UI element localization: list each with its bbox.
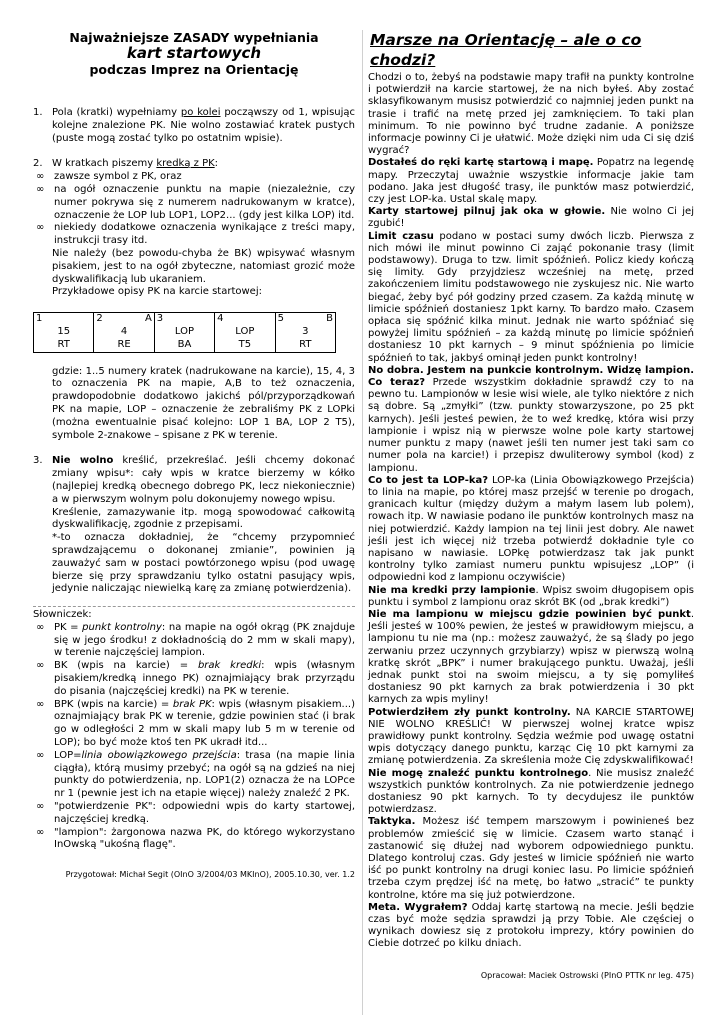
- pk-map-code: 15: [57, 325, 71, 337]
- pk-symbol: T5: [238, 338, 252, 350]
- rule-3-number: 3.: [33, 455, 43, 467]
- paragraph-wrong-point-heading: Potwierdziłem zły punkt kontrolny.: [368, 706, 571, 718]
- dictionary-entry: [33, 699, 355, 750]
- rule-2-example-label: Przykładowe opisy PK na karcie startowej:: [52, 286, 262, 298]
- dictionary-term: LOP=: [54, 749, 82, 761]
- paragraph-tactics-heading: Taktyka.: [368, 816, 416, 828]
- rule-2-bullet-text: zawsze symbol z PK, oraz: [54, 171, 182, 183]
- pk-letter: A: [144, 313, 152, 325]
- rule-3-bold: Nie wolno: [52, 455, 114, 467]
- infinity-bullet-icon: ∞: [36, 660, 45, 672]
- right-body: [368, 72, 694, 951]
- paragraph-map-heading: Dostałeś do ręki kartę startową i mapę.: [368, 157, 594, 169]
- rule-2-bullet-text: na ogół oznaczenie punktu na mapie (niezależnie, czy numer pokrywa się z numerem nadrukowanym w kratce), oznaczenie że LOP lub LOP1, LOP2... (gdy jest kilka LOP) itd.: [54, 183, 355, 221]
- rule-3: [33, 455, 355, 506]
- paragraph-checkpoint: No dobra. Jestem na punkcie kontrolnym. Widzę lampion. Co teraz? Przede wszystkim dokładnie sprawdź czy to na pewno tu. Lampionów w lesie wisi wiele, ale tylko niektóre z nich są dobre. Są „zmyłki” (tzw. punkty stowarzyszone, po 25 pkt karnych). Jeśli jesteś pewien, że to weź kredkę, która wisi przy lampionie i wpisz nią w pierwsze wolne pole karty startowej numer punktu z mapy (nawet jeśli ten numer jest taki sam co numer pola na karcie!) i przepisz dwuliterowy symbol (kod) z lampionu.: [368, 364, 694, 474]
- pk-box-number: 3: [156, 313, 164, 325]
- dictionary-entry: [33, 660, 355, 698]
- rule-2: [33, 158, 355, 171]
- dictionary-term: PK =: [54, 621, 83, 633]
- paragraph-wrong-point: Potwierdziłem zły punkt kontrolny. NA KARCIE STARTOWEJ NIE WOLNO KREŚLIĆ! W pierwszej wolnej kratce wpisz prawidłowy punkt kontrolny. Sędzia weźmie pod uwagę ostatni wpis dotyczący danego punktu, karząc Cię 10 pkt karnymi za zmianę potwierdzenia. Za skreślenia może Cię zdyskwalifikować!: [368, 706, 694, 767]
- pk-cell: [275, 313, 335, 352]
- rule-2-explanation: gdzie: 1..5 numery kratek (nadrukowane na karcie), 15, 4, 3 to oznaczenia PK na mapie, A,B to też oznaczenia, prawdopodobnie dodatkowo jakichś pól/przyporządkowań PK na mapie, LOP – oznaczenie że zebraliśmy PK z LOPki (można ewentualnie pisać kolejno: LOP 1 BA, LOP 2 T5), symbole 2-znakowe – spisane z PK w terenie.: [52, 365, 355, 441]
- pk-box-number: 2: [96, 313, 103, 325]
- infinity-bullet-icon: ∞: [36, 801, 45, 813]
- pk-box-number: 4: [217, 313, 224, 325]
- column-divider: [362, 30, 363, 1015]
- dictionary-term: BPK (wpis na karcie) =: [54, 698, 173, 710]
- pk-box-number: 1: [36, 313, 43, 325]
- left-title-line3: podczas Imprez na Orientację: [89, 62, 299, 77]
- pk-symbol: RE: [117, 338, 131, 350]
- left-column: [33, 30, 355, 880]
- dictionary-term: "lampion": żargonowa nazwa PK, do którego wykorzystano InOwską "ukośną flagę".: [54, 826, 355, 851]
- pk-cell: [154, 313, 214, 352]
- paragraph-lop-heading: Co to jest ta LOP-ka?: [368, 474, 489, 486]
- left-title-line2: kart startowych: [126, 44, 262, 62]
- paragraph-lop: Co to jest ta LOP-ka? LOP-ka (Linia Obowiązkowego Przejścia) to linia na mapie, po której masz przejść w terenie po drogach, granicach kultur (między dużym a małym lasem lub polem), rowach itp. W nawiasie podano ile punktów kontrolnych masz na niej potwierdzić. Każdy lampion na tej linii jest dobry. Ale nawet jeśli jest ich więcej niż trzeba potwierdź dokładnie tyle co napisano w nawiasie. LOPkę potwierdzasz tak jak punkt kontrolny tylko zamiast numeru punktu wpisujesz „LOP” (i odpowiedni kod z lampionu oczywiście): [368, 474, 695, 584]
- infinity-bullet-icon: ∞: [36, 621, 45, 633]
- paragraph-no-lampion-heading: Nie ma lampionu w miejscu gdzie powinien być punkt: [368, 608, 691, 620]
- left-credit: Przygotował: Michał Segit (OInO 3/2004/03 MKInO), 2005.10.30, ver. 1.2: [65, 870, 355, 880]
- rule-2-underline: kredką z PK: [156, 158, 215, 170]
- dictionary-term-italic: punkt kontrolny: [82, 621, 162, 633]
- right-column: [368, 30, 694, 981]
- pk-symbol: RT: [57, 338, 70, 350]
- rule-2-bullet-text: niekiedy dodatkowe oznaczenia wynikające z treści mapy, instrukcji trasy itd.: [54, 222, 355, 247]
- pk-map-code: LOP: [235, 325, 255, 337]
- rule-2-bullet: [33, 184, 355, 222]
- paragraph-no-lampion: Nie ma lampionu w miejscu gdzie powinien być punkt. Jeśli jesteś w 100% pewien, że jesteś w prawidłowym miejscu, a lampionu tu nie ma (np.: możesz zauważyć, że są ślady po jego zerwaniu przez uczynnych grzybiarzy) wpisz w pierwszą wolną kratkę skrót „BPK” i numer brakującego punktu. Uważaj, jeśli jednak punkt stoi na swoim miejscu, a ty się pomyliłeś dostaniesz 90 pkt karnych za brak potwierdzenia i 30 pkt karnych za wpis myliny!: [368, 608, 694, 706]
- paragraph-tactics: Taktyka. Możesz iść tempem marszowym i powinieneś bez problemów zmieścić się w limicie. Czasem warto stanąć i zastanowić się dłużej nad wyborem odpowiedniego punktu. Dlatego kontroluj czas. Gdy jesteś w limicie spóźnień nie warto iść po punkt kontrolny na drugi koniec lasu. Po limicie spóźnień trzeba czym prędzej iść na metę, bo łatwo „stracić” te punkty kontrolne, które ma się już potwierdzone.: [368, 816, 694, 901]
- paragraph-cant-find: Nie mogę znaleźć punktu kontrolnego. Nie musisz znaleźć wszystkich punktów kontrolnych. Za nie potwierdzenie jednego dostaniesz 90 pkt karnych. To ty decydujesz ile punktów potwierdzasz.: [368, 767, 695, 816]
- infinity-bullet-icon: ∞: [36, 183, 45, 195]
- paragraph-finish-heading: Meta. Wygrałem?: [368, 901, 468, 913]
- dictionary-term-italic: brak PK: [172, 698, 212, 710]
- rule-3-text-b: Kreślenie, zamazywanie itp. mogą spowodować całkowitą dyskwalifikację, zgodnie z przepisami.: [52, 506, 355, 531]
- pk-letter: B: [326, 313, 333, 325]
- pk-cell: [215, 313, 275, 352]
- paragraph-cant-find-heading: Nie mogę znaleźć punktu kontrolnego: [368, 767, 589, 779]
- pk-map-code: LOP: [174, 325, 195, 337]
- paragraph-map: Dostałeś do ręki kartę startową i mapę. Popatrz na legendę mapy. Przeczytaj uważnie wszystkie informacje jakie tam podano. Jaka jest długość trasy, ile punktów masz potwierdzić, czy jest LOP-ka. Ustal skalę mapy.: [368, 157, 694, 206]
- pk-map-code: 3: [302, 325, 309, 337]
- dictionary-entry: [33, 801, 355, 827]
- rule-1-text-b: począwszy od 1, wpisując kolejne znalezione PK. Nie wolno zostawiać kratek pustych (puste mogą zostać tylko po ostatnim wpisie).: [52, 107, 356, 144]
- paragraph-card-heading: Karty startowej pilnuj jak oka w głowie.: [368, 206, 606, 218]
- right-title: Marsze na Orientację – ale o co chodzi?: [370, 31, 642, 69]
- dictionary-entry: [33, 827, 355, 853]
- dictionary-definition: : na mapie na ogół okrąg (PK znajduje się w jego środku! z dokładnością do 2 mm w skali mapy), w terenie najczęściej lampion.: [54, 621, 355, 659]
- paragraph-time-limit-heading: Limit czasu: [368, 230, 434, 242]
- rule-2-note: Nie należy (bez powodu-chyba że BK) wpisywać własnym pisakiem, jest to na ogół zbyteczne, natomiast grozić może dyskwalifikacją lub ukaraniem.: [52, 247, 355, 285]
- rule-2-bullet: [33, 171, 355, 184]
- pk-example-table: [33, 312, 336, 352]
- dictionary-definition: : wpis (własnym pisakiem/kredką innego PK) oznajmiający brak przyrządu do pisania (najczęściej kredki) na PK w terenie.: [54, 660, 356, 697]
- pk-cell: [34, 313, 94, 352]
- pk-symbol: RT: [299, 338, 312, 350]
- rule-1-text-a: Pola (kratki) wypełniamy: [52, 107, 181, 118]
- paragraph-checkpoint-heading: No dobra. Jestem na punkcie kontrolnym. Widzę lampion. Co teraz?: [368, 364, 694, 389]
- rule-3-text-a: kreślić, przekreślać. Jeśli chcemy dokonać zmiany wpisu*: cały wpis w kratce bierzemy w kółko (najlepiej kredką obecnego dobrego PK, lecz niekoniecznie) a w pierwszym wolnym polu dokonujemy nowego wpisu.: [52, 455, 356, 505]
- infinity-bullet-icon: ∞: [36, 749, 45, 761]
- dictionary-term-italic: linia obowiązkowego przejścia: [81, 749, 237, 761]
- left-title-line1: Najważniejsze ZASADY wypełniania: [69, 30, 319, 45]
- paragraph-no-crayon-heading: Nie ma kredki przy lampionie: [368, 584, 536, 596]
- infinity-bullet-icon: ∞: [36, 698, 45, 710]
- dictionary-term: "potwierdzenie PK": odpowiedni wpis do karty startowej, najczęściej kredką.: [54, 801, 355, 825]
- rule-3-footnote: *-to oznacza dokładniej, że “chcemy przypomnieć sprawdzającemu o dokonanej zmianie”, powinien ją zauważyć sam w postaci powtórzonego wpisu (pod uwagę bierze się przy sprawdzaniu tylko ostatni pasujący wpis, jedynie naliczając niewielką karę za zmianę potwierdzenia).: [52, 532, 355, 595]
- rule-1-underline: po kolei: [180, 107, 221, 118]
- pk-symbol: BA: [177, 338, 192, 350]
- dictionary-definition: : wpis (własnym pisakiem...) oznajmiający brak PK w terenie, gdzie powinien stać (i brak go w odległości 2 mm w skali mapy lub 5 m w terenie od LOP); bo być może ktoś ten PK ukradł itd...: [54, 698, 355, 749]
- dictionary-list: [33, 622, 355, 852]
- rule-1: [33, 107, 355, 145]
- paragraph-finish: Meta. Wygrałem? Oddaj kartę startową na mecie. Jeśli będzie czas być może sędzia sprawdzi ją przy Tobie. Ale częściej o wynikach dowiesz się z protokołu imprezy, który powinien do Ciebie dotrzeć po kilku dniach.: [368, 901, 694, 950]
- pk-box-number: 5: [277, 313, 284, 325]
- paragraph-no-crayon: Nie ma kredki przy lampionie. Wpisz swoim długopisem opis punktu i symbol z lampionu oraz skrót BK (od „brak kredki”): [368, 584, 694, 608]
- rule-2-number: 2.: [33, 158, 43, 170]
- dictionary-separator: [33, 606, 355, 607]
- dictionary-term-italic: brak kredki: [197, 660, 262, 672]
- rule-2-bullet: [33, 222, 355, 248]
- dictionary-term: BK (wpis na karcie) =: [54, 660, 198, 672]
- rule-1-number: 1.: [33, 107, 43, 118]
- pk-cell: [94, 313, 154, 352]
- rule-2-text-b: :: [214, 158, 219, 170]
- right-credit: Opracował: Maciek Ostrowski (PInO PTTK nr leg. 475): [480, 970, 694, 980]
- infinity-bullet-icon: ∞: [36, 222, 45, 234]
- dictionary-title: Słowniczek:: [33, 609, 92, 621]
- infinity-bullet-icon: ∞: [36, 171, 45, 183]
- pk-map-code: 4: [120, 325, 128, 337]
- infinity-bullet-icon: ∞: [36, 826, 45, 838]
- dictionary-entry: [33, 750, 355, 801]
- dictionary-definition: : trasa (na mapie linia ciągła), którą musimy przebyć; na ogół są na gdzieś na niej punkty do potwierdzenia, np. LOP1(2) oznacza że na LOPce nr 1 (pewnie jest ich na etapie więcej) należy znaleźć 2 PK.: [54, 749, 355, 800]
- paragraph-time-limit: Limit czasu podano w postaci sumy dwóch liczb. Pierwsza z nich mówi ile minut powinno Ci zająć pokonanie trasy (limit podstawowy). Druga to tzw. limit spóźnień. Policz kiedy kończą się limity. Gdy przyjdziesz wcześniej na metę, przed zakończeniem limitu podstawowego nie zyskujesz nic. Nie warto biegać, żeby być pół godziny przed czasem. Za każdą minutę w limicie spóźnień dostaniesz 1pkt karny. To bardzo mało. Czasem opłaca się spóźnić kilka minut. Jednak nie warto spóźniać się powyżej limitu spóźnień – za każdą minutę po limicie spóźnień dostaniesz 10 pkt karnych – 9 minut spóźnienia po limicie spóźnień to tak, jakbyś ominął jeden punkt kontrolny!: [368, 230, 694, 364]
- dictionary-entry: [33, 622, 355, 660]
- paragraph-intro: Chodzi o to, żebyś na podstawie mapy trafił na punkty kontrolne i potwierdził na karcie startowej, że na nich byłeś. Aby zostać sklasyfikowanym musisz potwierdzić co najmniej jeden punkt na trasie i trafić na metę przed jej zamknięciem. To taki plan minimum. To nie powinno być trudne zadanie. A poniższe informacje powinny Ci je ułatwić. Może dzięki nim uda Ci się dziś wygrać?: [368, 72, 694, 157]
- paragraph-card: Karty startowej pilnuj jak oka w głowie. Nie wolno Ci jej zgubić!: [368, 206, 694, 230]
- rule-2-text-a: W kratkach piszemy: [52, 158, 157, 170]
